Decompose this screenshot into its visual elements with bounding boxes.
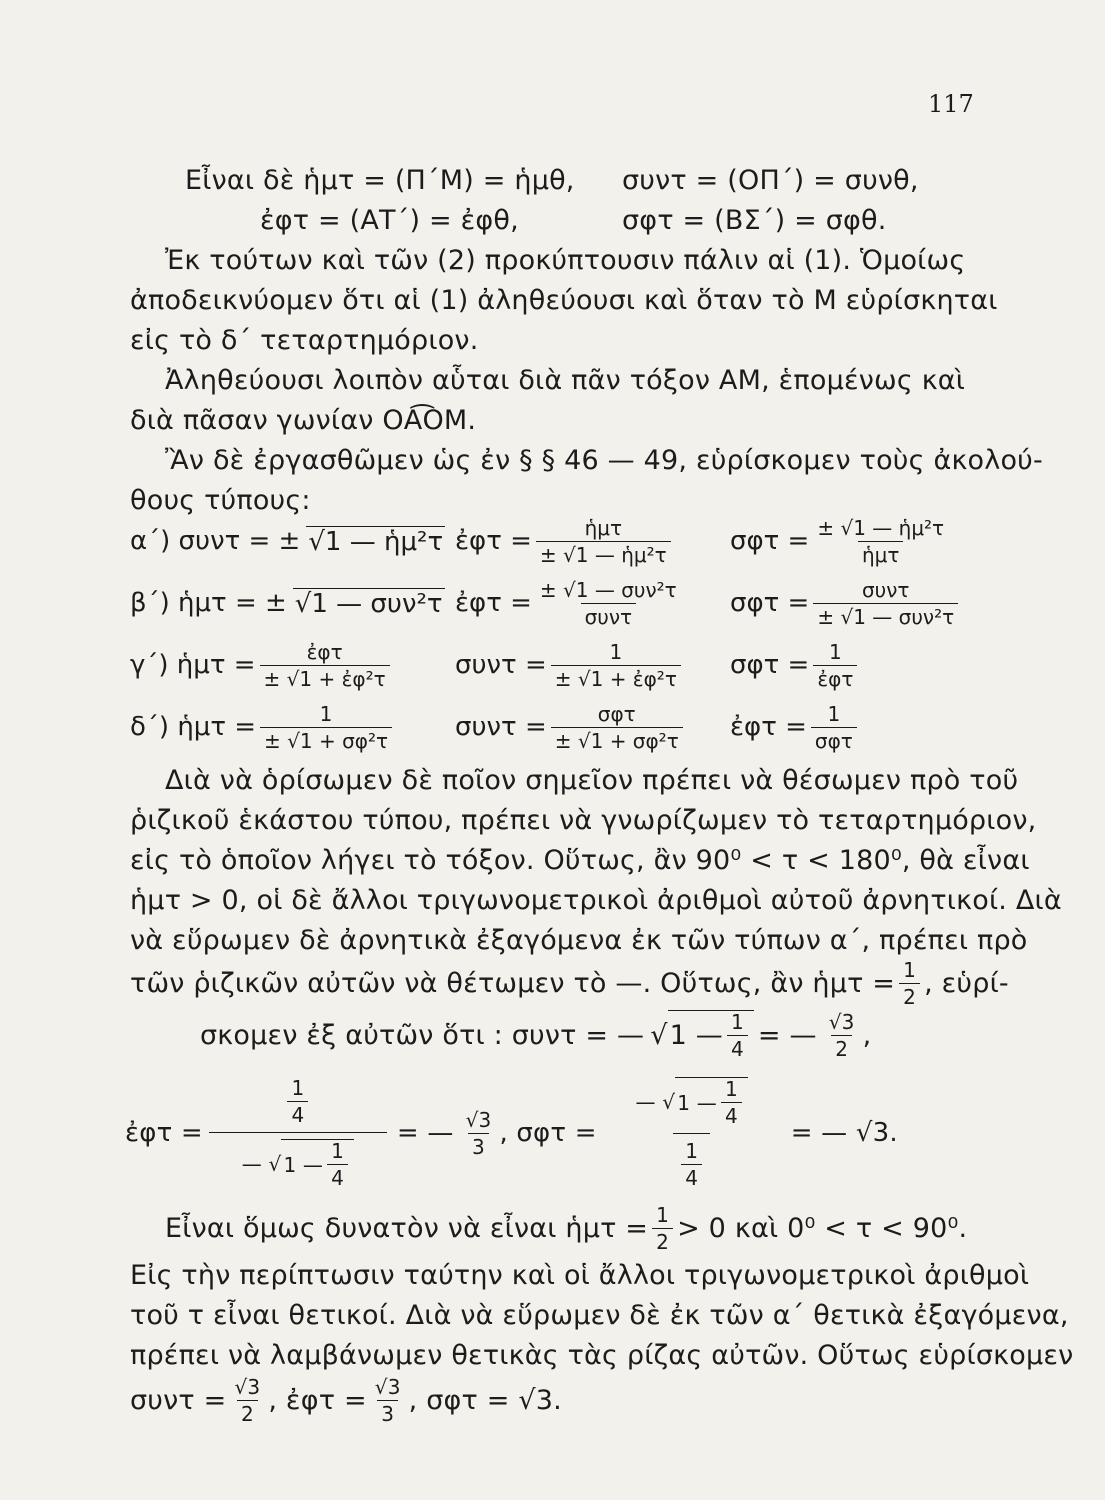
closing-line-1-b: > 0 καὶ 0⁰ < τ < 90⁰. <box>677 1212 968 1244</box>
formula-b <box>130 572 990 634</box>
closing-line-1 <box>130 1200 1025 1256</box>
intro-line-1-a: Εἶναι δὲ ἡμτ = (Π΄Μ) = ἡμθ, <box>185 165 575 196</box>
formula-c-sf-num: 1 <box>829 639 842 664</box>
final-ef-den: 3 <box>377 1400 398 1425</box>
intro-line-2-a: ἐφτ = (ΑΤ΄) = ἐφθ, <box>260 205 519 236</box>
formula-d-sun-num: σφτ <box>597 701 636 726</box>
formula-c-sun-label: συντ = <box>455 650 547 680</box>
body-line-3: εἰς τὸ ὁποῖον λήγει τὸ τόξον. Οὕτως, ἂν 90⁰ < τ < 180⁰, θὰ εἶναι <box>130 845 1030 876</box>
formula-b-ef-den: συντ <box>581 603 636 628</box>
body-line-1: Διὰ νὰ ὁρίσωμεν δὲ ποῖον σημεῖον πρέπει νὰ θέσωμεν πρὸ τοῦ <box>165 765 1019 796</box>
formula-b-label: β΄) ἡμτ = ± <box>130 588 287 618</box>
final-sun-num: √3 <box>234 1374 261 1399</box>
final-ef-num: √3 <box>374 1374 401 1399</box>
final-ef-label: , ἐφτ = <box>268 1384 367 1416</box>
closing-half-den: 2 <box>652 1228 673 1253</box>
intro-line-1-b: συντ = (ΟΠ΄) = συνθ, <box>622 165 919 196</box>
formula-b-radical: √1 — συν²τ <box>294 588 443 619</box>
eq-ef-den-pre: — √ <box>241 1152 282 1176</box>
formula-d-ef-num: 1 <box>827 701 841 726</box>
formula-c-sun-num: 1 <box>609 639 623 664</box>
line7-rad-text: 1 — <box>669 1020 723 1051</box>
final-sf: , σφτ = √3. <box>408 1384 562 1416</box>
body-line-6-end: , εὑρί- <box>924 967 1009 999</box>
final-sun-label: συντ = <box>130 1384 227 1416</box>
formula-a-sf-label: σφτ = <box>730 526 810 556</box>
formula-b-sf-num: συντ <box>862 577 910 602</box>
eq-sf-result: = — √3. <box>790 1118 898 1148</box>
intro-line-4: ἀποδεικνύομεν ὅτι αἱ (1) ἀληθεύουσι καὶ ὅταν τὸ Μ εὑρίσκηται <box>130 285 998 316</box>
body-line-2: ῥιζικοῦ ἑκάστου τύπου, πρέπει νὰ γνωρίζωμεν τὸ τεταρτημόριον, <box>130 805 1037 836</box>
intro-line-6: Ἀληθεύουσι λοιπὸν αὗται διὰ πᾶν τόξον ΑΜ, ἑπομένως καὶ <box>165 365 966 396</box>
eq-sf-label: , σφτ = <box>499 1118 597 1148</box>
formula-d <box>130 696 990 758</box>
closing-line-3: τοῦ τ εἶναι θετικοί. Διὰ νὰ εὕρωμεν δὲ ἐκ τῶν α΄ θετικὰ ἐξαγόμενα, <box>130 1300 1069 1331</box>
eq-ef-num-num: 1 <box>291 1076 305 1100</box>
body-line-7: σκομεν ἐξ αὐτῶν ὅτι : συντ = — √ 1 — $\frac{1}{4}$ = — $\frac{√3}{2}$ , <box>200 1009 872 1061</box>
line7-q-num: 1 <box>730 1010 744 1034</box>
formula-b-sf-label: σφτ = <box>730 588 810 618</box>
eq-ef-num-den: 4 <box>287 1101 308 1126</box>
formula-d-label: δ΄) ἡμτ = <box>130 712 257 742</box>
intro-line-7: διὰ πᾶσαν γωνίαν ΟΑ͡ΟΜ. <box>130 405 477 436</box>
line7-res-den: 2 <box>831 1035 852 1060</box>
line7-end: , <box>862 1019 872 1051</box>
formula-c-sf-label: σφτ = <box>730 650 810 680</box>
formula-a-sf-den: ἡμτ <box>858 541 903 566</box>
formula-c-sun-den: ± √1 + ἐφ²τ <box>551 665 681 690</box>
intro-line-1 <box>130 165 990 196</box>
eq-ef-eq: = — <box>396 1118 454 1148</box>
intro-line-3: Ἐκ τούτων καὶ τῶν (2) προκύπτουσιν πάλιν αἱ (1). Ὁμοίως <box>165 245 966 276</box>
formula-a-ef-den: ± √1 — ἡμ²τ <box>536 541 671 566</box>
formula-d-hm-den: ± √1 + σφ²τ <box>260 727 392 752</box>
eq-ef-den-q-den: 4 <box>327 1164 348 1189</box>
body-line-6-text: τῶν ῥιζικῶν αὐτῶν νὰ θέτωμεν τὸ —. Οὕτως, ἂν ἡμτ = <box>130 967 896 999</box>
formula-a <box>130 510 990 572</box>
formula-d-ef-den: σφτ <box>811 727 857 752</box>
eq-sf-den-num: 1 <box>685 1139 699 1163</box>
intro-line-5: εἰς τὸ δ΄ τεταρτημόριον. <box>130 325 479 356</box>
formula-b-ef-label: ἐφτ = <box>455 588 532 618</box>
formula-c-label: γ΄) ἡμτ = <box>130 650 256 680</box>
eq-sf-num-q-den: 4 <box>721 1102 742 1127</box>
formula-d-sun-label: συντ = <box>455 712 547 742</box>
eq-ef-row <box>125 1068 985 1198</box>
eq-sf-num-rad: 1 — <box>677 1090 717 1115</box>
formula-c-sf-den: ἐφτ <box>813 665 857 690</box>
formula-c <box>130 634 990 696</box>
body-line-7-text: σκομεν ἐξ αὐτῶν ὅτι : συντ = — <box>200 1019 645 1051</box>
formula-d-sun-den: ± √1 + σφ²τ <box>551 727 683 752</box>
intro-line-2-b: σφτ = (ΒΣ΄) = σφθ. <box>622 205 887 236</box>
intro-line-8: Ἂν δὲ ἐργασθῶμεν ὡς ἐν § § 46 — 49, εὑρίσκομεν τοὺς ἀκολού- <box>165 445 1043 476</box>
formula-a-ef-num: ἡμτ <box>584 515 623 540</box>
page-number: 117 <box>928 90 974 118</box>
eq-sf-num-pre: — √ <box>635 1090 676 1114</box>
formula-d-hm-num: 1 <box>319 701 333 726</box>
line7-eq: = — <box>757 1019 817 1051</box>
half-num: 1 <box>903 957 917 982</box>
line7-res-num: √3 <box>828 1009 855 1034</box>
formula-c-hm-num: ἐφτ <box>306 639 343 664</box>
eq-ef-label: ἐφτ = <box>125 1118 203 1148</box>
formula-a-ef-label: ἐφτ = <box>455 526 532 556</box>
formula-a-label: α΄) συντ = ± <box>130 526 301 556</box>
body-line-5: νὰ εὕρωμεν δὲ ἀρνητικὰ ἐξαγόμενα ἐκ τῶν τύπων α΄, πρέπει πρὸ <box>130 925 1028 956</box>
intro-line-9: θους τύπους: <box>130 485 311 516</box>
closing-line-1-a: Εἶναι ὅμως δυνατὸν νὰ εἶναι ἡμτ = <box>165 1212 649 1244</box>
formula-b-sf-den: ± √1 — συν²τ <box>813 603 958 628</box>
eq-sf-den-den: 4 <box>681 1164 702 1189</box>
eq-ef-res-den: 3 <box>468 1133 489 1158</box>
final-sun-den: 2 <box>237 1400 258 1425</box>
formula-a-sf-num: ± √1 — ἡμ²τ <box>817 515 945 540</box>
eq-ef-den-q-num: 1 <box>331 1139 345 1163</box>
body-line-6 <box>130 955 1009 1011</box>
closing-line-5 <box>130 1370 990 1430</box>
half-den: 2 <box>899 983 920 1008</box>
eq-ef-den-rad: 1 — <box>283 1152 324 1177</box>
formula-d-ef-label: ἐφτ = <box>730 712 807 742</box>
eq-sf-num-q-num: 1 <box>724 1077 738 1101</box>
intro-line-2 <box>130 205 990 236</box>
formula-c-hm-den: ± √1 + ἐφ²τ <box>260 665 390 690</box>
closing-half-num: 1 <box>656 1202 670 1227</box>
formula-b-ef-num: ± √1 — συν²τ <box>539 577 677 602</box>
closing-line-4: πρέπει νὰ λαμβάνωμεν θετικὰς τὰς ρίζας αὐτῶν. Οὕτως εὑρίσκομεν <box>130 1340 1074 1371</box>
body-line-4: ἡμτ > 0, οἱ δὲ ἄλλοι τριγωνομετρικοὶ ἀριθμοὶ αὐτοῦ ἀρνητικοί. Διὰ <box>130 885 1062 916</box>
eq-ef-res-num: √3 <box>465 1107 492 1132</box>
line7-q-den: 4 <box>727 1035 748 1060</box>
closing-line-2: Εἰς τὴν περίπτωσιν ταύτην καὶ οἱ ἄλλοι τριγωνομετρικοὶ ἀριθμοὶ <box>130 1260 1030 1291</box>
formula-a-radical: √1 — ἡμ²τ <box>308 526 444 557</box>
